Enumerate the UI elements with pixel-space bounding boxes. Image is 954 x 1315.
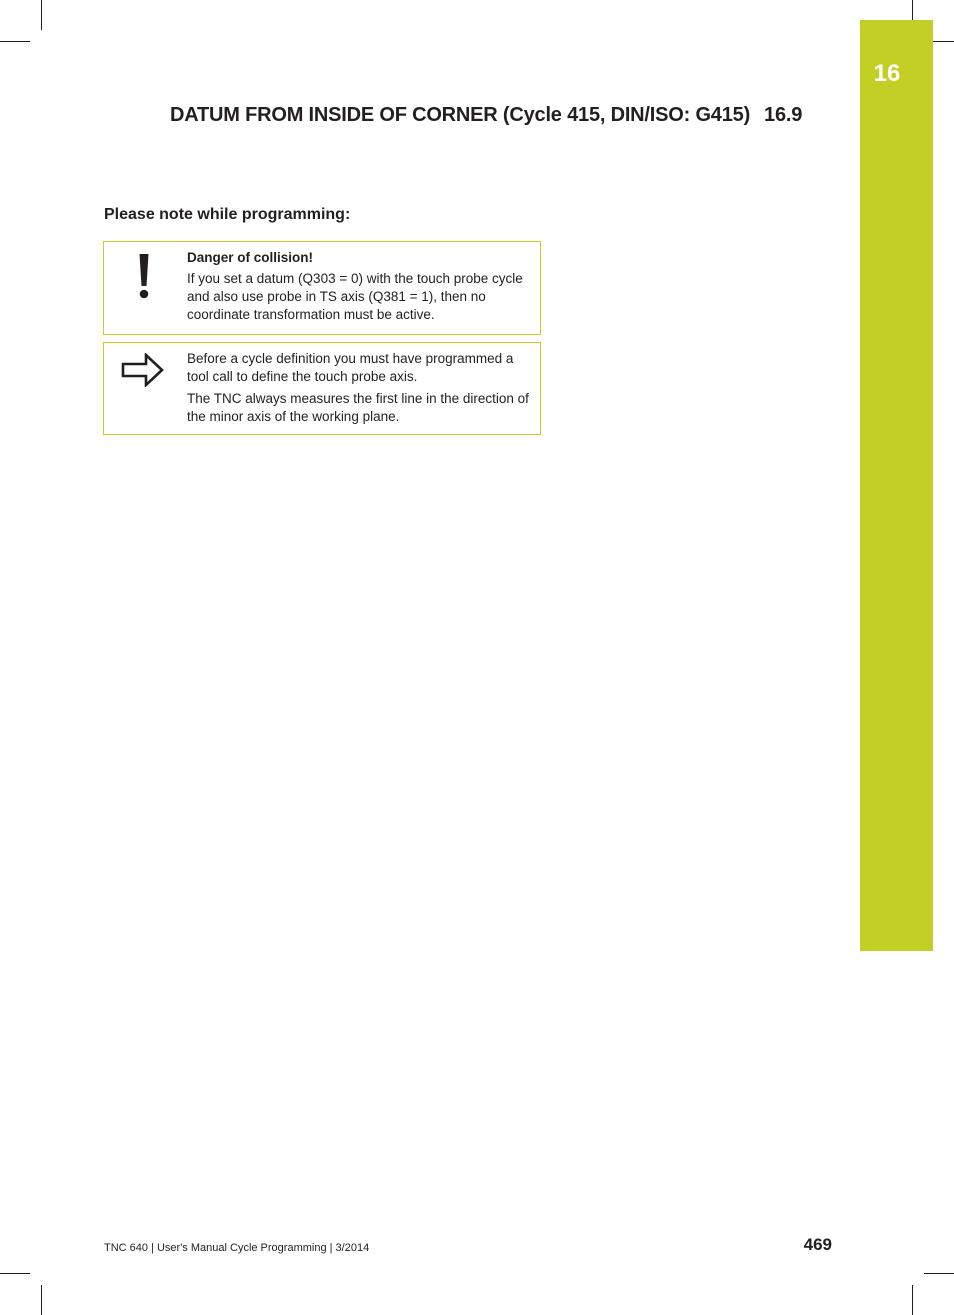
running-header [170,104,832,127]
warning-note [103,241,541,335]
crop-mark [0,41,30,42]
warning-title: Danger of collision! [187,250,314,265]
section-heading: Please note while programming: [104,206,351,223]
footer-text: TNC 640 | User's Manual Cycle Programming | 3/2014 [104,1242,370,1254]
page-number: 469 [803,1235,832,1254]
warning-text: If you set a datum (Q303 = 0) with the touch probe cycle and also use probe in TS axis (Q381 = 1), then no coordinate transformation must be active. [187,271,523,322]
crop-mark [0,1273,30,1274]
crop-mark [41,1285,42,1315]
arrow-right-icon [121,353,165,392]
info-paragraph: Before a cycle definition you must have programmed a tool call to define the touch probe axis. [187,351,514,384]
info-paragraph: The TNC always measures the first line in the direction of the minor axis of the working plane. [187,391,529,424]
info-note [103,342,541,435]
warning-note-body [187,249,532,328]
chapter-number: 16 [873,60,901,87]
header-title: DATUM FROM INSIDE OF CORNER (Cycle 415, DIN/ISO: G415) [170,104,751,126]
crop-mark [41,0,42,30]
crop-mark [912,1285,913,1315]
exclamation-icon [137,252,151,305]
crop-mark [924,1273,954,1274]
info-note-body [187,350,532,430]
section-number: 16.9 [764,104,803,126]
chapter-tab [860,20,933,951]
